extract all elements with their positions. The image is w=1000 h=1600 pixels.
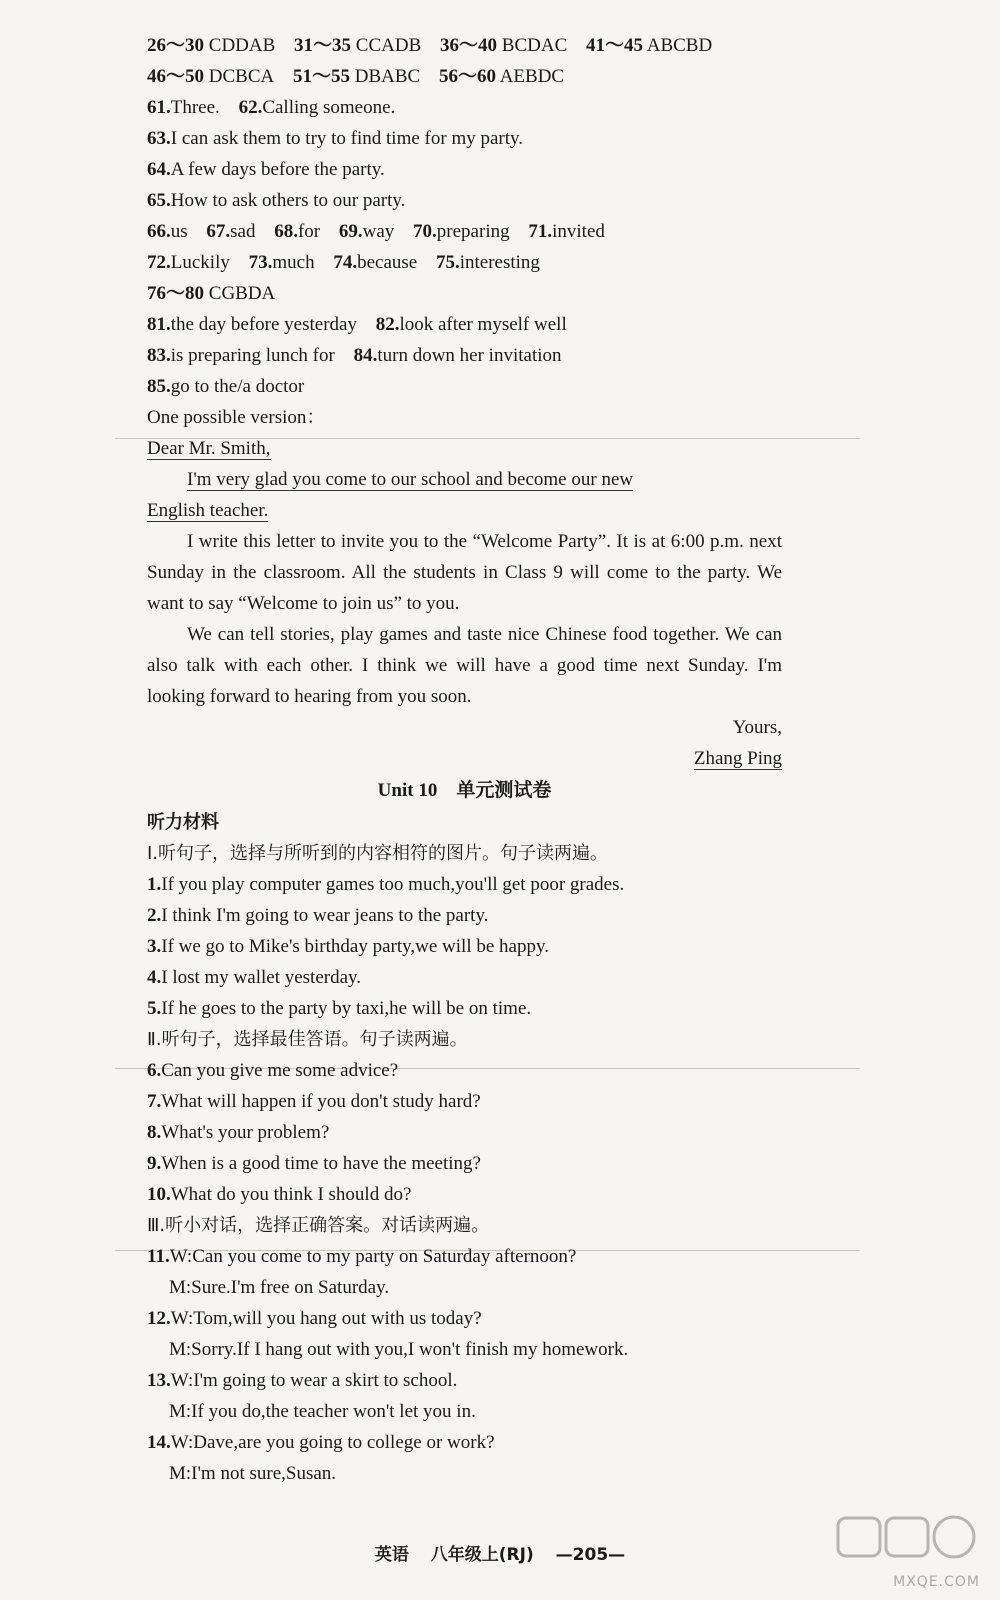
unit-title: Unit 10 单元测试卷 bbox=[377, 780, 552, 801]
listening-q7: 7.What will happen if you don't study hard? bbox=[147, 1091, 481, 1112]
letter-intro: One possible version： bbox=[147, 407, 326, 428]
answer-65: 65.How to ask others to our party. bbox=[147, 190, 406, 211]
letter-salutation: Dear Mr. Smith, bbox=[147, 438, 271, 459]
footer-grade: 八年级上(RJ) bbox=[430, 1545, 534, 1565]
dialog-q14-m: M:I'm not sure,Susan. bbox=[169, 1463, 337, 1484]
watermark-logo-icon bbox=[830, 1512, 980, 1582]
footer-subject: 英语 bbox=[374, 1545, 409, 1565]
letter-paragraph-2: I write this letter to invite you to the “Welcome Party”. It is at 6:00 p.m. next Sunday in the classroom. All the students in Class 9 will come to the party. We want to say “Welcome to join us” to you. bbox=[147, 531, 782, 614]
listening-q3: 3.If we go to Mike's birthday party,we will be happy. bbox=[147, 936, 549, 957]
part-2-instruction: Ⅱ.听句子，选择最佳答语。句子读两遍。 bbox=[147, 1029, 468, 1050]
letter-paragraph-1-line-1: I'm very glad you come to our school and become our new bbox=[187, 469, 634, 490]
answer-85: 85.go to the/a doctor bbox=[147, 376, 305, 397]
dialog-q13-w: 13.W:I'm going to wear a skirt to school. bbox=[147, 1370, 458, 1391]
listening-q2: 2.I think I'm going to wear jeans to the party. bbox=[147, 905, 489, 926]
listening-q1: 1.If you play computer games too much,you'll get poor grades. bbox=[147, 874, 625, 895]
answer-row-72-75: 72.Luckily 73.much 74.because 75.interesting bbox=[147, 252, 540, 273]
dialog-q14-w: 14.W:Dave,are you going to college or work? bbox=[147, 1432, 495, 1453]
listening-q8: 8.What's your problem? bbox=[147, 1122, 330, 1143]
answer-row-61-62: 61.Three. 62.Calling someone. bbox=[147, 97, 396, 118]
watermark-text: MXQE.COM bbox=[893, 1574, 980, 1590]
answer-row-66-71: 66.us 67.sad 68.for 69.way 70.preparing 71.invited bbox=[147, 221, 605, 242]
section-heading: 听力材料 bbox=[147, 812, 219, 833]
dialog-q12-m: M:Sorry.If I hang out with you,I won't finish my homework. bbox=[169, 1339, 629, 1360]
footer-page-number: —205— bbox=[555, 1545, 626, 1565]
listening-q5: 5.If he goes to the party by taxi,he will be on time. bbox=[147, 998, 532, 1019]
answer-key bbox=[147, 30, 782, 1489]
part-1-instruction: Ⅰ.听句子，选择与所听到的内容相符的图片。句子读两遍。 bbox=[147, 843, 609, 864]
letter-closing: Yours, bbox=[732, 717, 782, 738]
listening-q6: 6.Can you give me some advice? bbox=[147, 1060, 399, 1081]
dialog-q11-m: M:Sure.I'm free on Saturday. bbox=[169, 1277, 390, 1298]
dialog-q11-w: 11.W:Can you come to my party on Saturday afternoon? bbox=[147, 1246, 577, 1267]
listening-q10: 10.What do you think I should do? bbox=[147, 1184, 412, 1205]
answer-63: 63.I can ask them to try to find time for my party. bbox=[147, 128, 524, 149]
answer-row-83-84: 83.is preparing lunch for 84.turn down her invitation bbox=[147, 345, 562, 366]
letter-paragraph-1-line-2: English teacher. bbox=[147, 500, 269, 521]
answer-64: 64.A few days before the party. bbox=[147, 159, 385, 180]
letter-paragraph-3: We can tell stories, play games and taste nice Chinese food together. We can also talk with each other. I think we will have a good time next Sunday. I'm looking forward to hearing from you soon. bbox=[147, 624, 782, 707]
listening-q9: 9.When is a good time to have the meeting? bbox=[147, 1153, 481, 1174]
dialog-q12-w: 12.W:Tom,will you hang out with us today? bbox=[147, 1308, 482, 1329]
answer-row-81-82: 81.the day before yesterday 82.look after myself well bbox=[147, 314, 567, 335]
dialog-q13-m: M:If you do,the teacher won't let you in. bbox=[169, 1401, 476, 1422]
answer-row-26-45: 26～30 CDDAB 31～35 CCADB 36～40 BCDAC 41～45 ABCBD bbox=[147, 35, 713, 56]
answer-row-46-60: 46～50 DCBCA 51～55 DBABC 56～60 AEBDC bbox=[147, 66, 565, 87]
listening-q4: 4.I lost my wallet yesterday. bbox=[147, 967, 362, 988]
part-3-instruction: Ⅲ.听小对话，选择正确答案。对话读两遍。 bbox=[147, 1215, 490, 1236]
answer-row-76-80: 76～80 CGBDA bbox=[147, 283, 276, 304]
letter-signature: Zhang Ping bbox=[693, 748, 782, 769]
